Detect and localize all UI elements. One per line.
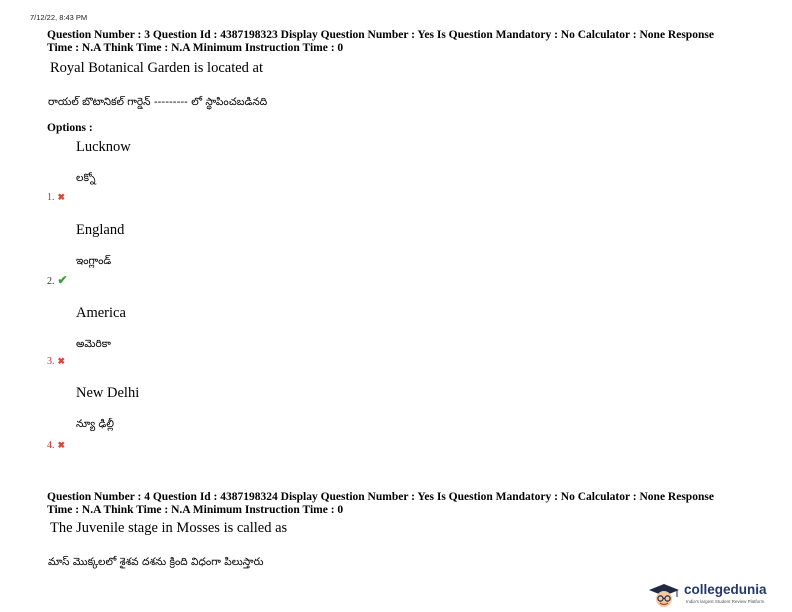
print-timestamp: 7/12/22, 8:43 PM [30,13,88,22]
question-3-text-english: Royal Botanical Garden is located at [50,60,263,76]
option-3-telugu: అమెరికా [76,338,111,350]
option-2-english: England [76,222,125,238]
question-3-meta [47,29,767,55]
question-3-meta-line2: Time : N.A Think Time : N.A Minimum Instruction Time : 0 [47,42,344,54]
option-1-telugu: లక్నో [76,172,96,184]
option-1-number: 1. [47,192,55,203]
logo-tagline: India's largest Student Review Platform [686,599,765,604]
option-2-marker [47,273,68,288]
collegedunia-logo [646,580,792,610]
option-4-english: New Delhi [76,385,140,401]
question-4-text-english: The Juvenile stage in Mosses is called as [50,520,288,536]
question-4-text-telugu: మాస్ మొక్కలలో శైశవ దశను క్రింది విధంగా పిలుస్తారు [48,556,264,568]
option-1-english: Lucknow [76,139,131,155]
graduation-cap-icon [646,582,682,610]
option-4-telugu: న్యూ ఢిల్లీ [76,418,114,430]
question-3-text-telugu: రాయల్ బొటానికల్ గార్డెన్ --------- లో స్థాపించబడినది [48,96,268,108]
question-4-meta [47,491,767,517]
option-2-number: 2. [47,276,55,287]
option-3-english: America [76,305,126,321]
option-4-number: 4. [47,440,55,451]
question-4-meta-line2: Time : N.A Think Time : N.A Minimum Instruction Time : 0 [47,504,344,516]
logo-name: collegedunia [684,582,767,597]
wrong-icon: ✖ [57,356,66,366]
correct-check-icon: ✔ [57,273,68,287]
question-4-meta-line1: Question Number : 4 Question Id : 4387198324 Display Question Number : Yes Is Question Mandatory : No Calculator : None Response [47,491,714,503]
option-3-marker [47,356,65,367]
options-label: Options : [47,122,93,134]
option-3-number: 3. [47,356,55,367]
option-2-telugu: ఇంగ్లాండ్ [76,255,112,267]
wrong-icon: ✖ [57,192,66,202]
option-4-marker [47,440,65,451]
question-3-meta-line1: Question Number : 3 Question Id : 4387198323 Display Question Number : Yes Is Question Mandatory : No Calculator : None Response [47,29,714,41]
wrong-icon: ✖ [57,440,66,450]
option-1-marker [47,192,65,203]
